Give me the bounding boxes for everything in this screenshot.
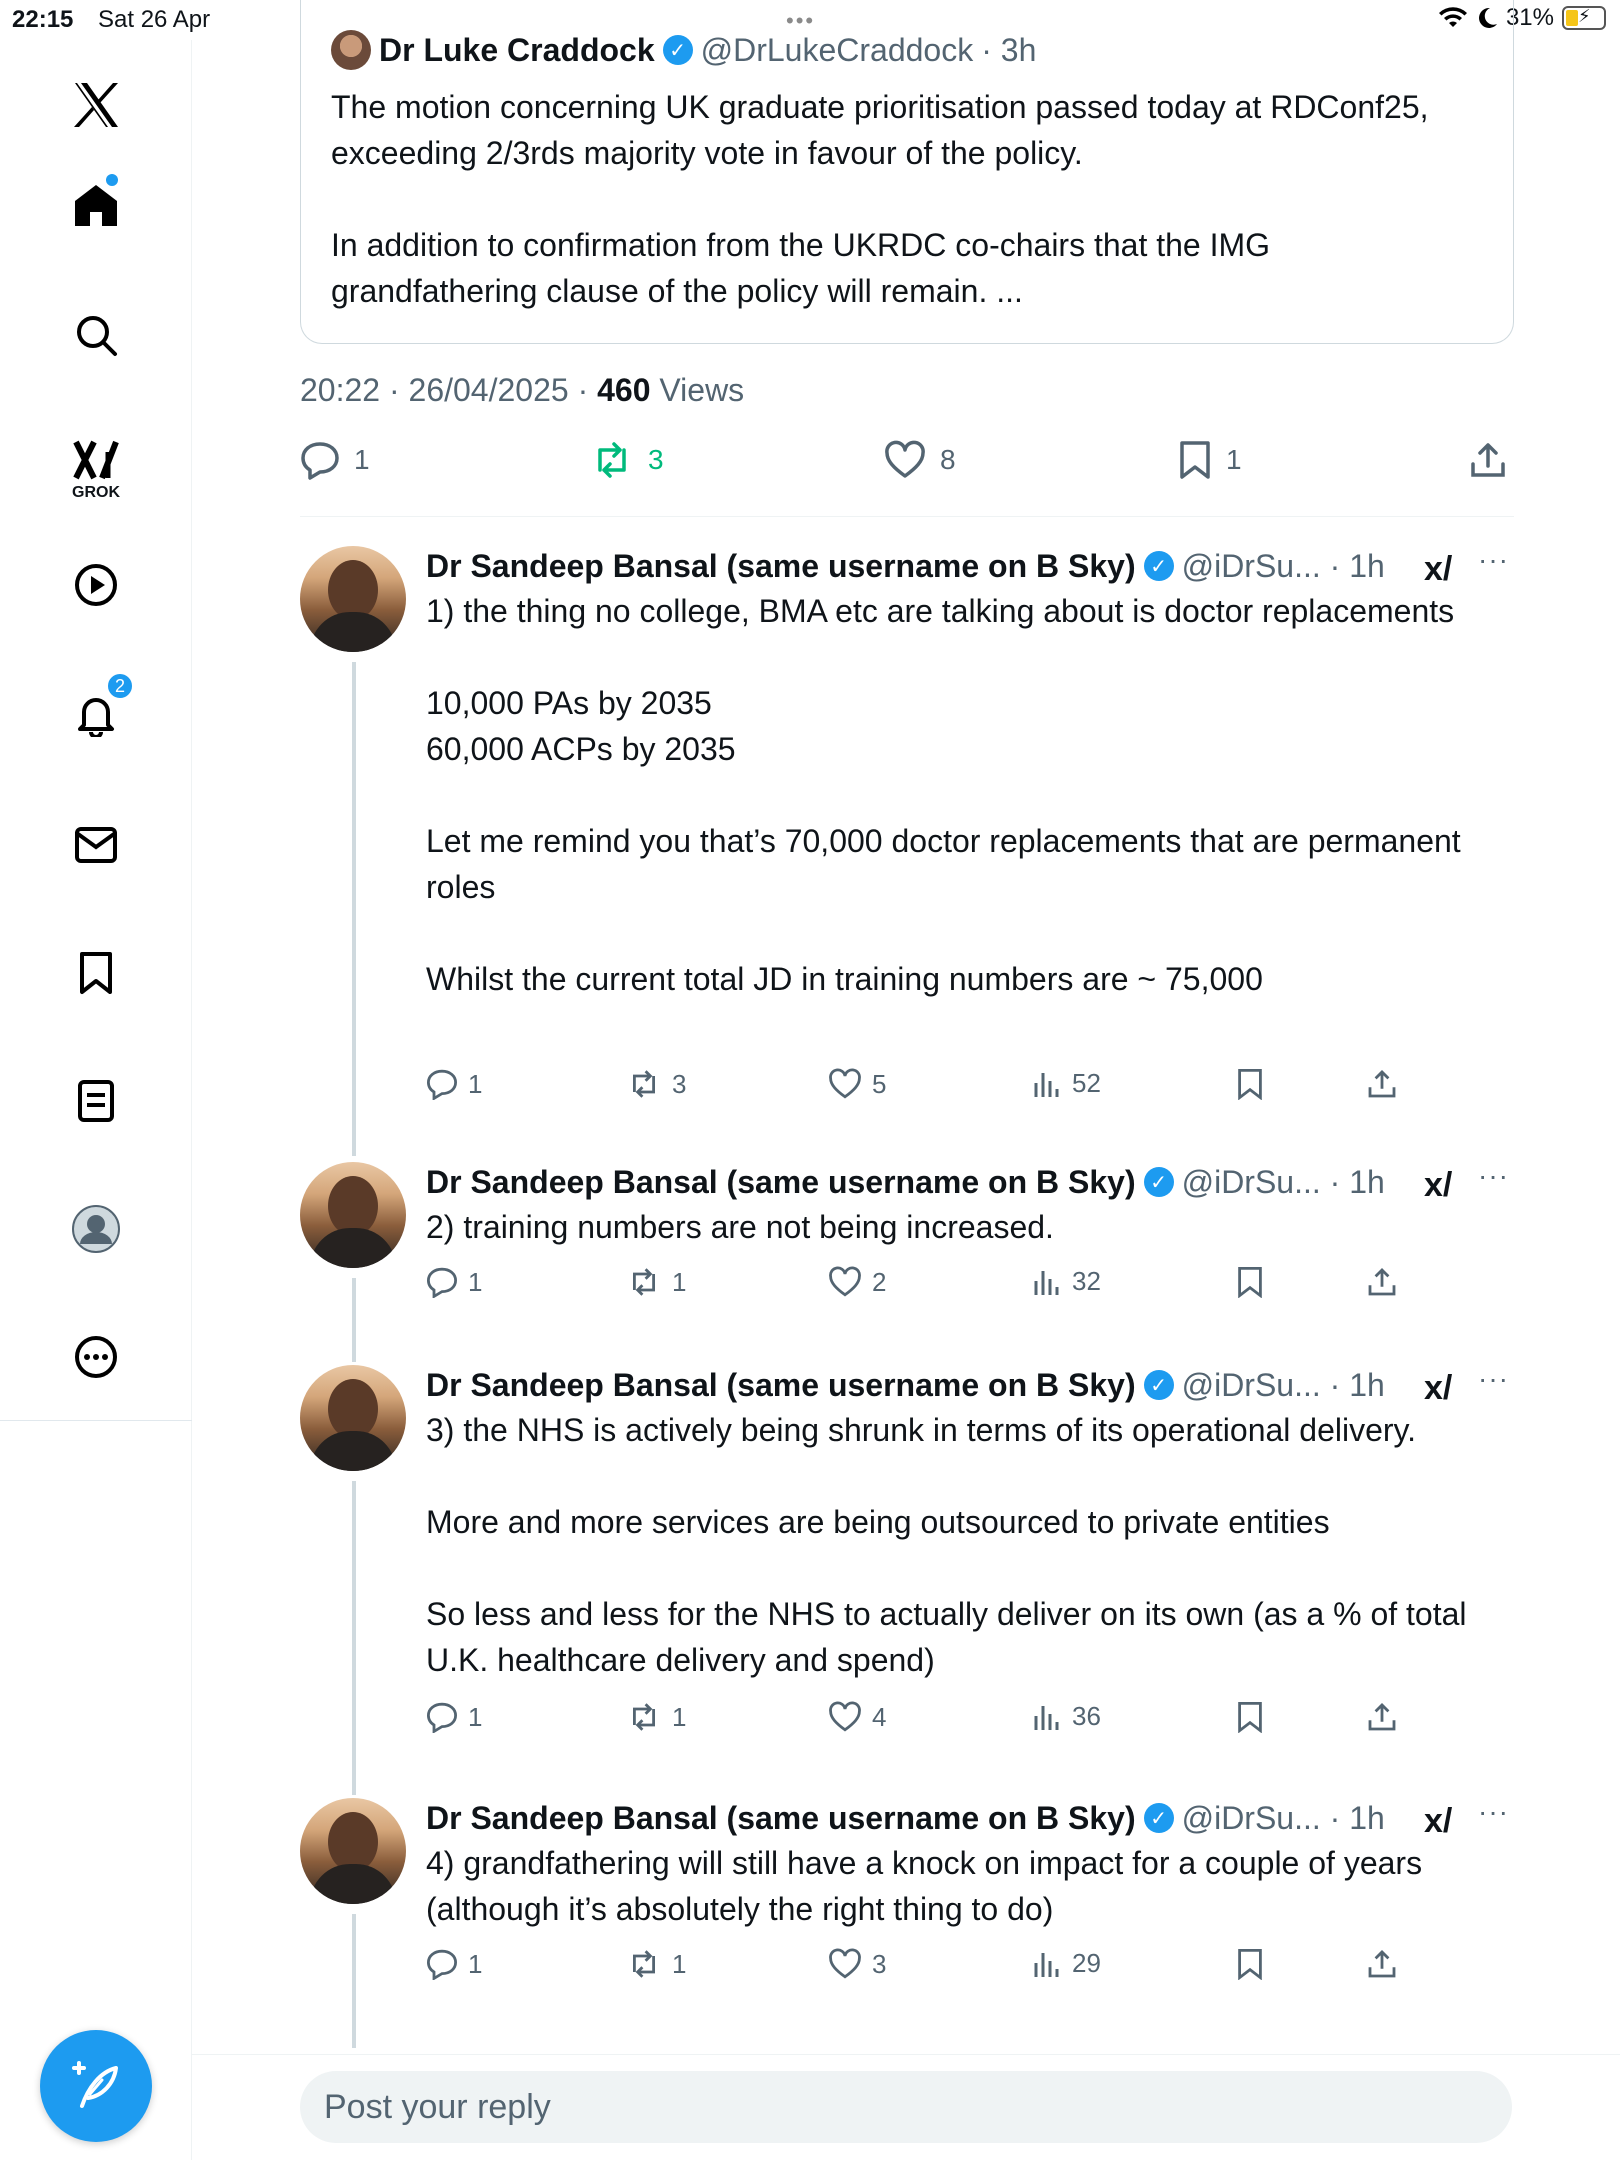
home-unread-dot — [106, 174, 118, 186]
reply-text: 1) the thing no college, BMA etc are talking about is doctor replacements 10,000 PAs by 2035 60,000 ACPs by 2035 Let me remind you that’s 70,000 doctor replacements that are permanent roles Whilst the current total JD in training numbers are ~ 75,000 — [426, 593, 1461, 997]
verified-badge-icon: ✓ — [1144, 551, 1174, 581]
like-count: 2 — [872, 1266, 887, 1297]
reply-text: 3) the NHS is actively being shrunk in terms of its operational delivery. More and more services are being outsourced to private entities So less and less for the NHS to actually deliver on its own (as a % of total U.K. healthcare delivery and spend) — [426, 1412, 1467, 1678]
reply-button[interactable] — [426, 1701, 482, 1733]
views-label: Views — [650, 372, 745, 408]
grok-explain-icon[interactable]: x/ — [1424, 1802, 1453, 1840]
sidebar-item-home[interactable] — [0, 160, 192, 250]
repost-count: 3 — [648, 444, 664, 475]
repost-count: 1 — [672, 1701, 687, 1732]
video-play-icon — [74, 563, 118, 607]
heart-icon — [884, 440, 926, 480]
sidebar-item-messages[interactable] — [0, 800, 192, 890]
repost-count: 1 — [672, 1948, 687, 1979]
sidebar — [0, 40, 192, 2160]
view-count: 52 — [1072, 1068, 1101, 1098]
author-handle: @iDrSu... · 1h — [1181, 1366, 1385, 1403]
heart-icon — [828, 1701, 862, 1733]
reply-text: 2) training numbers are not being increased. — [426, 1209, 1054, 1245]
sidebar-divider — [0, 1420, 192, 1421]
author-handle: @iDrSu... · 1h — [1181, 547, 1385, 584]
post-view-count: 460 — [597, 372, 651, 408]
notifications-badge: 2 — [106, 672, 134, 700]
more-options-icon[interactable]: ··· — [1478, 1363, 1509, 1394]
views-button[interactable] — [1032, 1068, 1101, 1099]
repost-button[interactable] — [626, 1948, 686, 1980]
quoted-tweet-card[interactable] — [300, 0, 1514, 344]
grok-explain-icon[interactable]: x/ — [1424, 1369, 1453, 1407]
like-button[interactable] — [828, 1068, 886, 1100]
avatar[interactable] — [300, 1798, 406, 1904]
thread-line — [352, 662, 356, 1156]
sidebar-item-video[interactable] — [0, 540, 192, 630]
repost-button[interactable] — [626, 1266, 686, 1298]
reply-icon — [426, 1701, 458, 1733]
reply-icon — [426, 1948, 458, 1980]
more-options-icon[interactable]: ··· — [1478, 544, 1509, 575]
reply-tweet[interactable] — [300, 1798, 1514, 2048]
reply-header — [426, 1365, 1385, 1405]
views-button[interactable] — [1032, 1701, 1101, 1732]
avatar[interactable] — [300, 546, 406, 652]
thread-line — [352, 1914, 356, 2048]
sidebar-item-notifications[interactable] — [0, 670, 192, 760]
status-date: Sat 26 Apr — [98, 6, 211, 33]
repost-icon — [590, 440, 634, 480]
author-name: Dr Sandeep Bansal (same username on B Sky) — [426, 547, 1136, 584]
share-icon — [1366, 1701, 1398, 1733]
bell-icon — [74, 693, 118, 737]
reply-count: 1 — [468, 1948, 483, 1979]
post-timestamp: 20:22 · 26/04/2025 · — [300, 372, 598, 408]
share-button[interactable] — [1366, 1068, 1398, 1100]
quoted-time: · 3h — [981, 31, 1037, 68]
author-name: Dr Sandeep Bansal (same username on B Sky) — [426, 1366, 1136, 1403]
analytics-icon — [1032, 1069, 1062, 1099]
bookmark-button[interactable] — [1236, 1266, 1264, 1298]
avatar — [331, 30, 371, 70]
reply-icon — [426, 1068, 458, 1100]
grok-label: GROK — [72, 484, 120, 501]
bookmark-icon — [1178, 440, 1212, 480]
bookmark-icon — [1236, 1266, 1264, 1298]
reply-header — [426, 546, 1385, 586]
share-button[interactable] — [1366, 1948, 1398, 1980]
view-count: 36 — [1072, 1701, 1101, 1731]
post-meta — [300, 372, 744, 409]
reply-header — [426, 1162, 1385, 1202]
analytics-icon — [1032, 1267, 1062, 1297]
search-icon — [74, 313, 118, 357]
reply-composer-bar — [192, 2054, 1620, 2160]
profile-avatar-icon — [71, 1204, 121, 1254]
mail-icon — [74, 825, 118, 865]
sidebar-item-profile[interactable] — [0, 1184, 192, 1274]
like-count: 3 — [872, 1948, 887, 1979]
author-name: Dr Sandeep Bansal (same username on B Sky) — [426, 1163, 1136, 1200]
repost-count: 3 — [672, 1068, 687, 1099]
multitasking-dots-icon[interactable]: ••• — [786, 8, 816, 33]
grok-explain-icon[interactable]: x/ — [1424, 1166, 1453, 1204]
sidebar-item-more[interactable] — [0, 1312, 192, 1402]
avatar[interactable] — [300, 1365, 406, 1471]
view-count: 29 — [1072, 1948, 1101, 1978]
reply-text: 4) grandfathering will still have a knock on impact for a couple of years (although it’s absolutely the right thing to do) — [426, 1845, 1431, 1927]
view-count: 32 — [1072, 1266, 1101, 1296]
repost-button[interactable] — [626, 1068, 686, 1100]
grok-explain-icon[interactable]: x/ — [1424, 550, 1453, 588]
list-icon — [77, 1079, 115, 1123]
thread-line — [352, 1481, 356, 1795]
battery-icon: ⚡ — [1562, 6, 1606, 30]
avatar[interactable] — [300, 1162, 406, 1268]
reply-icon — [426, 1266, 458, 1298]
reply-header — [426, 1798, 1385, 1838]
bookmark-icon — [1236, 1948, 1264, 1980]
quoted-author-handle: @DrLukeCraddock — [700, 31, 974, 68]
reply-button[interactable] — [426, 1068, 482, 1100]
author-handle: @iDrSu... · 1h — [1181, 1799, 1385, 1836]
share-button[interactable] — [1468, 440, 1508, 480]
repost-icon — [626, 1948, 662, 1980]
like-count: 5 — [872, 1068, 887, 1099]
sidebar-item-bookmarks[interactable] — [0, 928, 192, 1018]
like-button[interactable] — [828, 1701, 886, 1733]
divider — [300, 516, 1514, 517]
like-button[interactable] — [828, 1266, 886, 1298]
like-button[interactable] — [884, 440, 956, 480]
verified-badge-icon: ✓ — [663, 35, 693, 65]
reply-count: 1 — [468, 1068, 483, 1099]
compose-feather-icon — [68, 2058, 124, 2114]
repost-icon — [626, 1701, 662, 1733]
more-circle-icon — [74, 1335, 118, 1379]
more-options-icon[interactable]: ··· — [1478, 1160, 1509, 1191]
analytics-icon — [1032, 1702, 1062, 1732]
post-action-bar — [300, 440, 1514, 498]
quoted-tweet-header — [331, 30, 1036, 70]
repost-button[interactable] — [590, 440, 664, 480]
reply-action-bar — [426, 1266, 1426, 1306]
like-count: 8 — [940, 444, 956, 475]
repost-icon — [626, 1266, 662, 1298]
reply-icon — [300, 440, 340, 480]
repost-button[interactable] — [626, 1701, 686, 1733]
views-button[interactable] — [1032, 1948, 1101, 1979]
reply-button[interactable] — [300, 440, 370, 480]
share-button[interactable] — [1366, 1266, 1398, 1298]
like-count: 4 — [872, 1701, 887, 1732]
repost-icon — [626, 1068, 662, 1100]
repost-count: 1 — [672, 1266, 687, 1297]
share-icon — [1366, 1948, 1398, 1980]
reply-tweet[interactable] — [300, 1365, 1514, 1795]
heart-icon — [828, 1948, 862, 1980]
home-icon — [73, 182, 119, 228]
status-time: 22:15 — [12, 6, 74, 33]
reply-action-bar — [426, 1701, 1426, 1741]
bookmark-count: 1 — [1226, 444, 1242, 475]
analytics-icon — [1032, 1949, 1062, 1979]
like-button[interactable] — [828, 1948, 886, 1980]
share-button[interactable] — [1366, 1701, 1398, 1733]
reply-tweet[interactable] — [300, 1162, 1514, 1362]
bookmark-button[interactable] — [1178, 440, 1242, 480]
bookmark-button[interactable] — [1236, 1701, 1264, 1733]
heart-icon — [828, 1068, 862, 1100]
author-name: Dr Sandeep Bansal (same username on B Sky) — [426, 1799, 1136, 1836]
bookmark-icon — [1236, 1068, 1264, 1100]
thread-line — [352, 1278, 356, 1362]
reply-button[interactable] — [426, 1948, 482, 1980]
share-icon — [1366, 1266, 1398, 1298]
share-icon — [1366, 1068, 1398, 1100]
more-options-icon[interactable]: ··· — [1478, 1796, 1509, 1827]
reply-count: 1 — [468, 1701, 483, 1732]
heart-icon — [828, 1266, 862, 1298]
x-logo-icon[interactable] — [0, 60, 192, 150]
views-button[interactable] — [1032, 1266, 1101, 1297]
reply-count: 1 — [354, 444, 370, 475]
reply-action-bar — [426, 1068, 1426, 1108]
quoted-author-name: Dr Luke Craddock — [379, 31, 655, 68]
reply-tweet[interactable] — [300, 546, 1514, 1156]
reply-action-bar — [426, 1948, 1426, 1988]
compose-post-button[interactable] — [40, 2030, 152, 2142]
reply-count: 1 — [468, 1266, 483, 1297]
battery-percent: 31% — [1505, 4, 1554, 31]
author-handle: @iDrSu... · 1h — [1181, 1163, 1385, 1200]
bookmark-button[interactable] — [1236, 1068, 1264, 1100]
sidebar-item-lists[interactable] — [0, 1056, 192, 1146]
bookmark-icon — [78, 951, 114, 995]
reply-input[interactable]: Post your reply — [300, 2071, 1512, 2143]
quoted-tweet-text: The motion concerning UK graduate prioritisation passed today at RDConf25, exceeding 2/3rds majority vote in favour of the policy. In addition to confirmation from the UKRDC co-chairs that the IMG grandfathering clause of the policy will remain. ... — [331, 89, 1429, 309]
verified-badge-icon: ✓ — [1144, 1803, 1174, 1833]
reply-button[interactable] — [426, 1266, 482, 1298]
verified-badge-icon: ✓ — [1144, 1370, 1174, 1400]
bookmark-button[interactable] — [1236, 1948, 1264, 1980]
verified-badge-icon: ✓ — [1144, 1167, 1174, 1197]
share-icon — [1468, 440, 1508, 480]
sidebar-item-grok[interactable] — [0, 420, 192, 520]
sidebar-item-search[interactable] — [0, 290, 192, 380]
bookmark-icon — [1236, 1701, 1264, 1733]
grok-icon — [72, 438, 120, 482]
